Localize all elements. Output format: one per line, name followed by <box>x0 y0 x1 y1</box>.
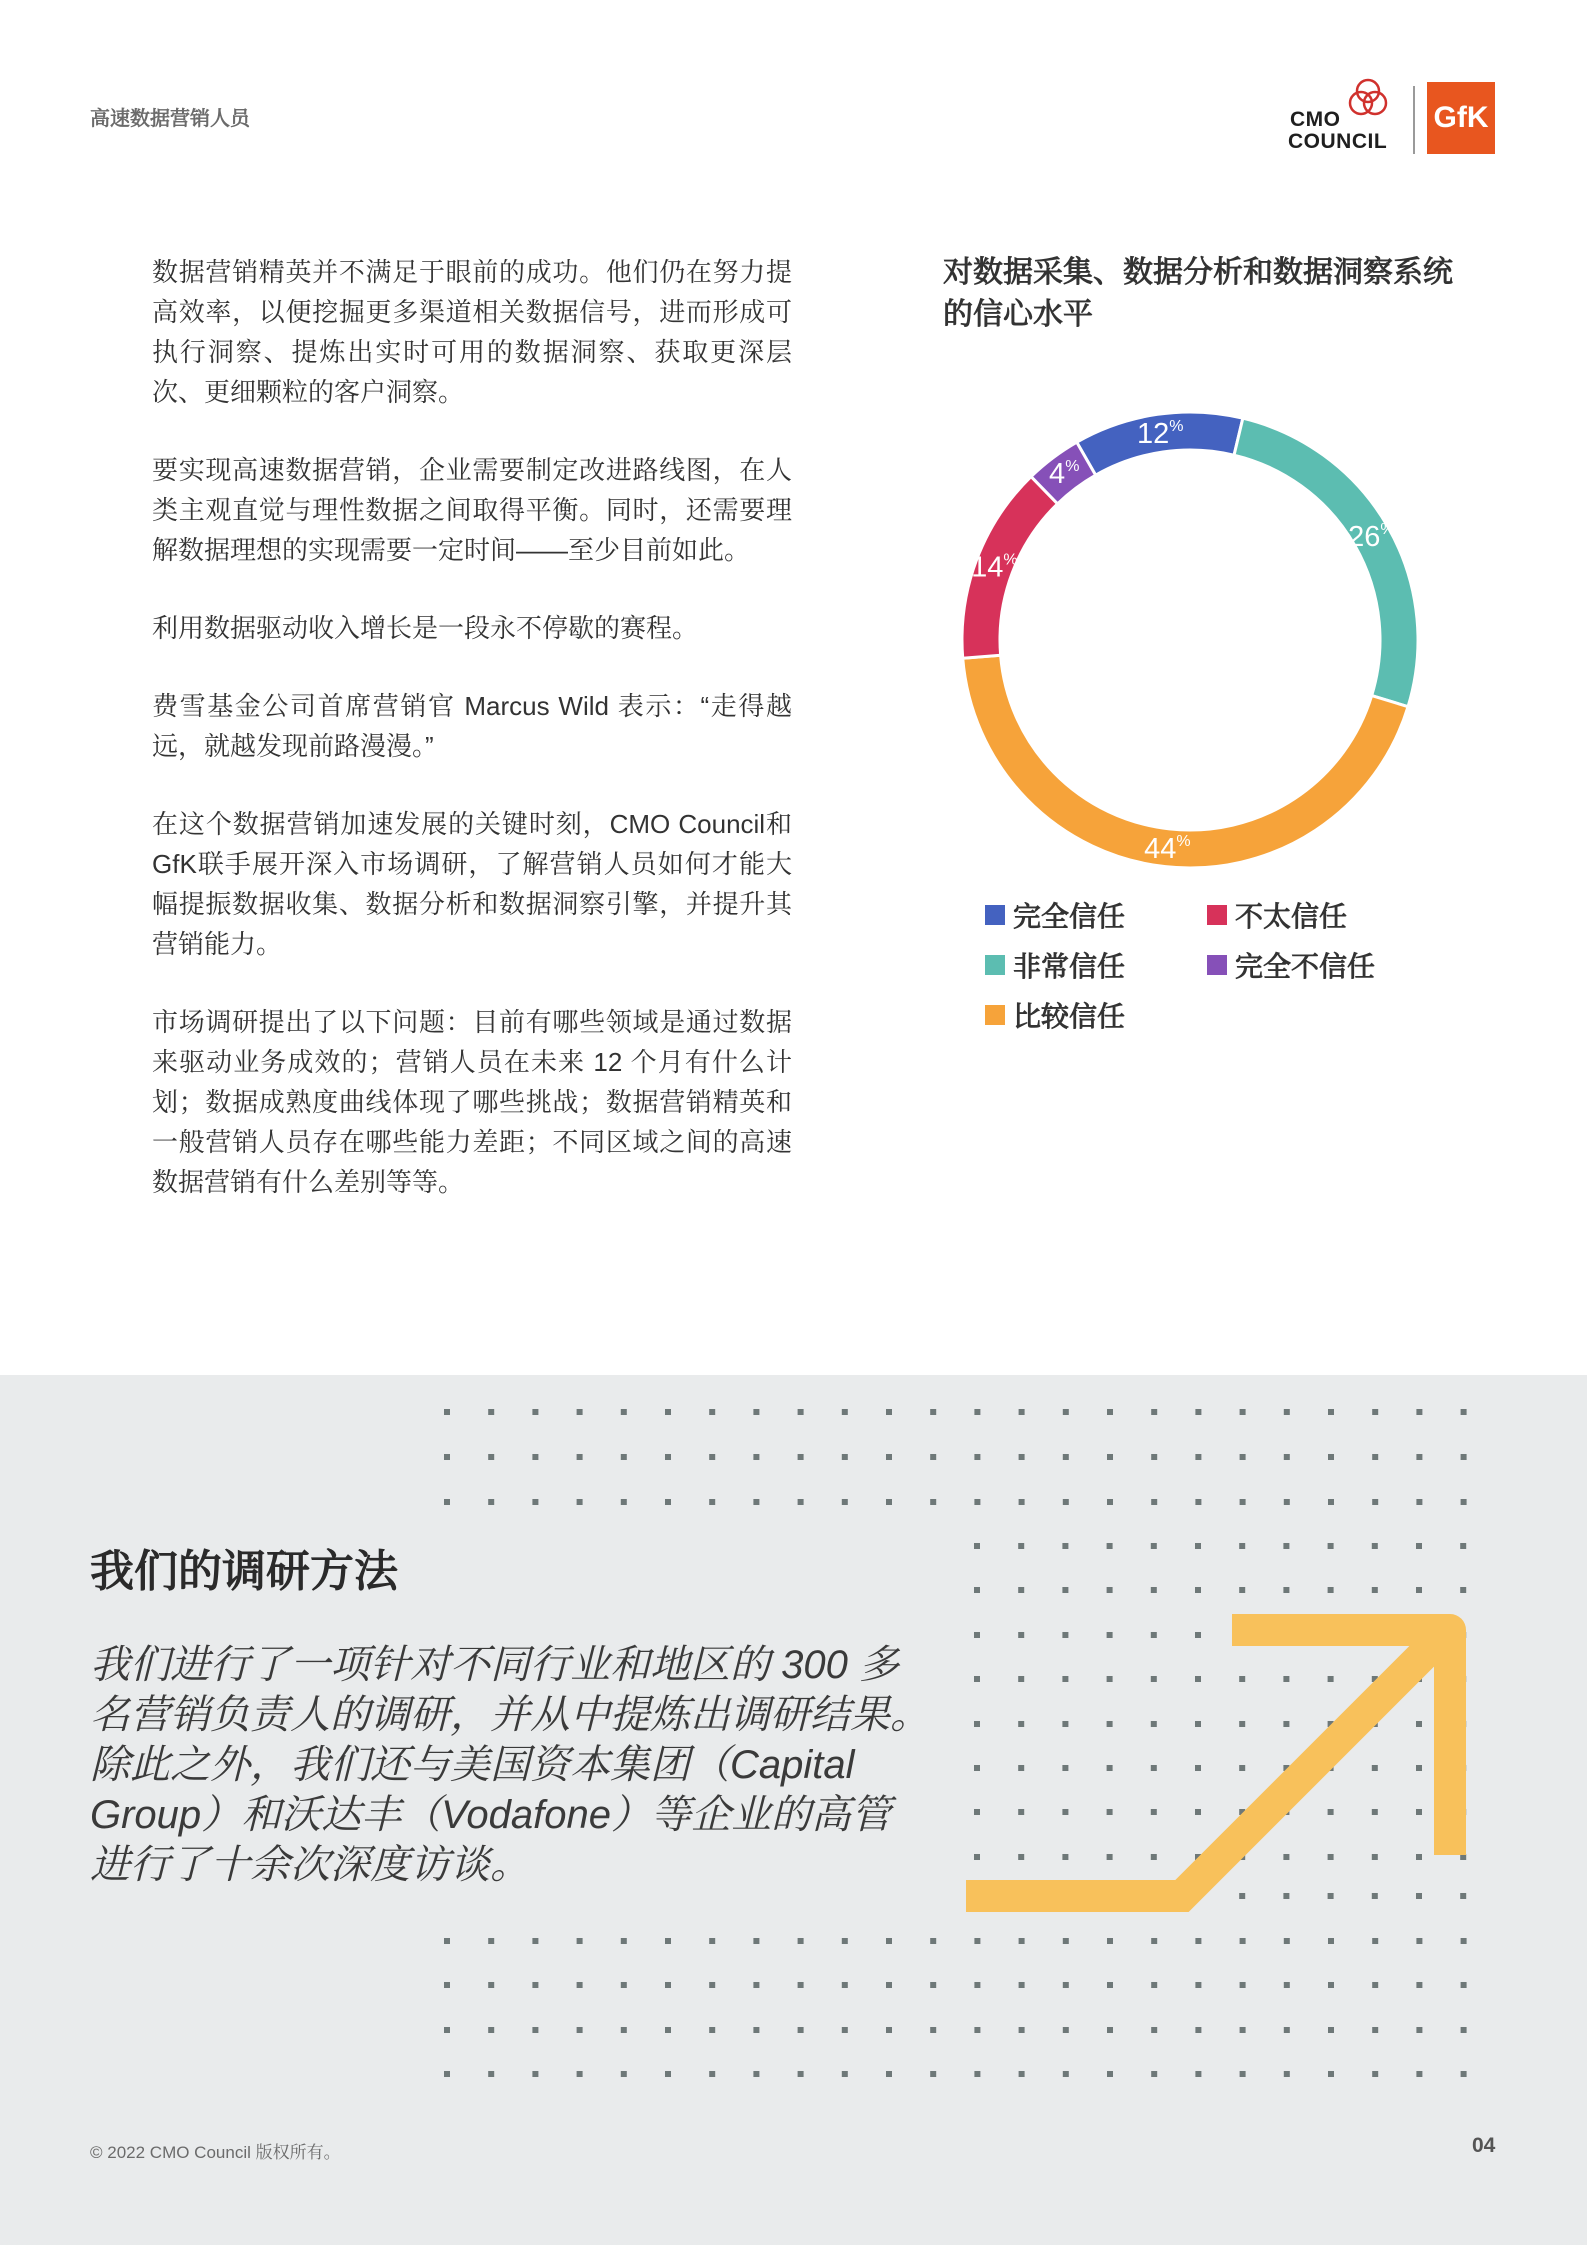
slice-label: 12% <box>1136 418 1184 451</box>
page-number: 04 <box>1472 2134 1496 2157</box>
copyright: © 2022 CMO Council 版权所有。 <box>90 2143 341 2162</box>
paragraph: 利用数据驱动收入增长是一段永不停歇的赛程。 <box>152 613 699 643</box>
council-logo-text: COUNCIL <box>1288 130 1388 153</box>
running-header: 高速数据营销人员 <box>90 108 250 130</box>
cmo-logo-text: CMO <box>1290 108 1341 131</box>
gfk-logo: GfK <box>1427 82 1495 154</box>
slice-label: 26% <box>1348 521 1395 554</box>
methodology-text: 我们进行了一项针对不同行业和地区的 300 多名营销负责人的调研，并从中提炼出调研结果。除此之外，我们还与美国资本集团（Capital Group）和沃达丰（Vodafone）等企业的高管进行了十余次深度访谈。 <box>90 1643 930 1887</box>
paragraph: 在这个数据营销加速发展的关键时刻，CMO Council和GfK联手展开深入市场调研，了解营销人员如何才能大幅提振数据收集、数据分析和数据洞察引擎，并提升其营销能力。 <box>152 809 792 959</box>
paragraph: 要实现高速数据营销，企业需要制定改进路线图，在人类主观直觉与理性数据之间取得平衡。同时，还需要理解数据理想的实现需要一定时间——至少目前如此。 <box>152 455 792 565</box>
paragraph: 费雪基金公司首席营销官 Marcus Wild 表示：“走得越远，就越发现前路漫漫。” <box>152 691 792 761</box>
legend-label: 完全不信任 <box>1235 951 1376 982</box>
slice-label: 44% <box>1144 832 1191 865</box>
arrow-icon <box>966 1626 1452 1896</box>
slice-label: 4% <box>1049 458 1080 491</box>
paragraph: 市场调研提出了以下问题：目前有哪些领域是通过数据来驱动业务成效的；营销人员在未来 12 个月有什么计划；数据成熟度曲线体现了哪些挑战；数据营销精英和一般营销人员存在哪些能力差距；不同区域之间的高速数据营销有什么差别等等。 <box>152 1007 792 1197</box>
legend-label: 完全信任 <box>1013 901 1126 932</box>
slice-label: 14% <box>971 551 1018 584</box>
legend-label: 不太信任 <box>1235 901 1348 932</box>
legend-label: 比较信任 <box>1013 1001 1126 1032</box>
paragraph: 数据营销精英并不满足于眼前的成功。他们仍在努力提高效率，以便挖掘更多渠道相关数据信号，进而形成可执行洞察、提炼出实时可用的数据洞察、获取更深层次、更细颗粒的客户洞察。 <box>152 257 792 407</box>
methodology-title: 我们的调研方法 <box>90 1547 398 1596</box>
chart-title: 对数据采集、数据分析和数据洞察系统的信心水平 <box>943 256 1453 331</box>
legend-label: 非常信任 <box>1013 951 1126 982</box>
